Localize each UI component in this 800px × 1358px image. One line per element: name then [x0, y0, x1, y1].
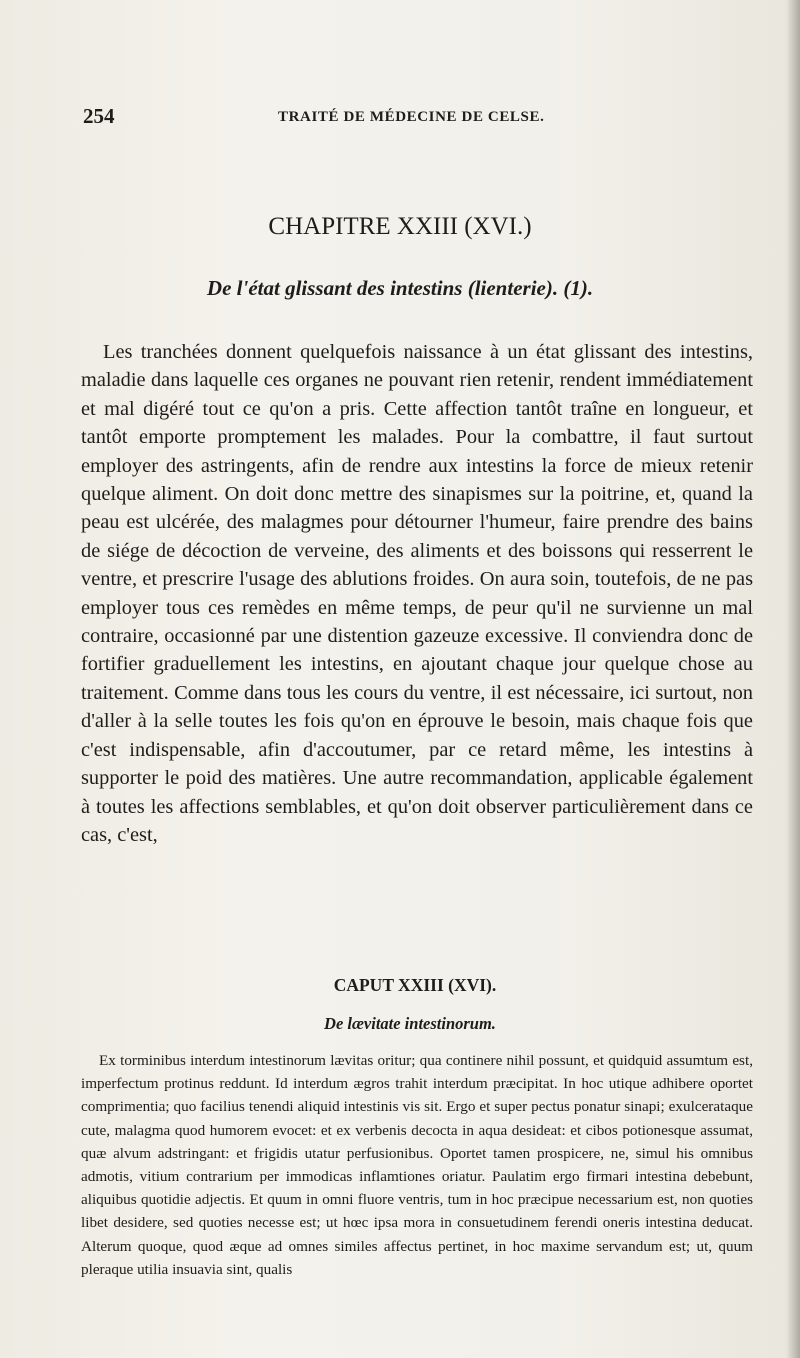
page-number: 254 [83, 104, 115, 128]
french-text-body: Les tranchées donnent quelquefois naissance à un état glissant des intestins, maladie dans laquelle ces organes ne pouvant rien retenir, rendent immédiatement et mal digéré tout ce qu'on a pris. Cette affection tantôt traîne en longueur, et tantôt emporte promptement les malades. Pour la combattre, il faut surtout employer des astringents, afin de rendre aux intestins la force de mieux retenir quelque aliment. On doit donc mettre des sinapismes sur la poitrine, et, quand la peau est ulcérée, des malagmes pour détourner l'humeur, faire prendre des bains de siége de décoction de verveine, des aliments et des boissons qui resserrent le ventre, et prescrire l'usage des ablutions froides. On aura soin, toutefois, de ne pas employer tous ces remèdes en même temps, de peur qu'il ne survienne un mal contraire, occasionné par une distention gazeuze excessive. Il conviendra donc de fortifier graduellement les intestins, en ajoutant chaque jour quelque chose au traitement. Comme dans tous les cours du ventre, il est nécessaire, ici surtout, non d'aller à la selle toutes les fois qu'on en éprouve le besoin, mais chaque fois que c'est indispensable, afin d'accoutumer, par ce retard même, les intestins à supporter le poid des matières. Une autre recommandation, applicable également à toutes les affections semblables, et qu'on doit observer particulièrement dans ce cas, c'est, [81, 341, 753, 846]
page-header [83, 104, 753, 134]
running-title: TRAITÉ DE MÉDECINE DE CELSE. [278, 109, 545, 125]
latin-text-body: Ex torminibus interdum intestinorum lævitas oritur; qua continere nihil possunt, et quidquid assumtum est, imperfectum protinus reddunt. Id interdum ægros trahit interdum præcipitat. In hoc utique adhibere oportet comprimentia; quo facilius tenendi aliquid intestinis vis sit. Ergo et super pectus ponatur sinapi; exulcerataque cute, malagma quod humorem evocet: et ex verbenis decocta in aqua desideat: et cibos potionesque assumat, quæ alvum adstringant: et frigidis utatur perfusionibus. Oportet tamen prospicere, ne, simul his omnibus admotis, vitium contrarium per immodicas inflamtiones oriatur. Paulatim ergo firmari intestina debebunt, aliquibus quotidie adjectis. Et quum in omni fluore ventris, tum in hoc præcipue necessarium est, non quoties libet desidere, sed quoties necesse est; ut hœc ipsa mora in consuetudinem ferendi oneris intestina deducat. Alterum quoque, quod æque ad omnes similes affectus pertinet, in hoc maxime servandum est; ut, quum pleraque utilia insuavia sint, qualis [81, 1052, 753, 1278]
latin-chapter-subtitle: De lævitate intestinorum. [324, 1014, 496, 1033]
page-edge-shadow [786, 0, 800, 1358]
chapter-subtitle: De l'état glissant des intestins (lienterie). (1). [206, 276, 594, 300]
latin-chapter-title: CAPUT XXIII (XVI). [333, 975, 497, 995]
chapter-title: CHAPITRE XXIII (XVI.) [268, 213, 532, 240]
